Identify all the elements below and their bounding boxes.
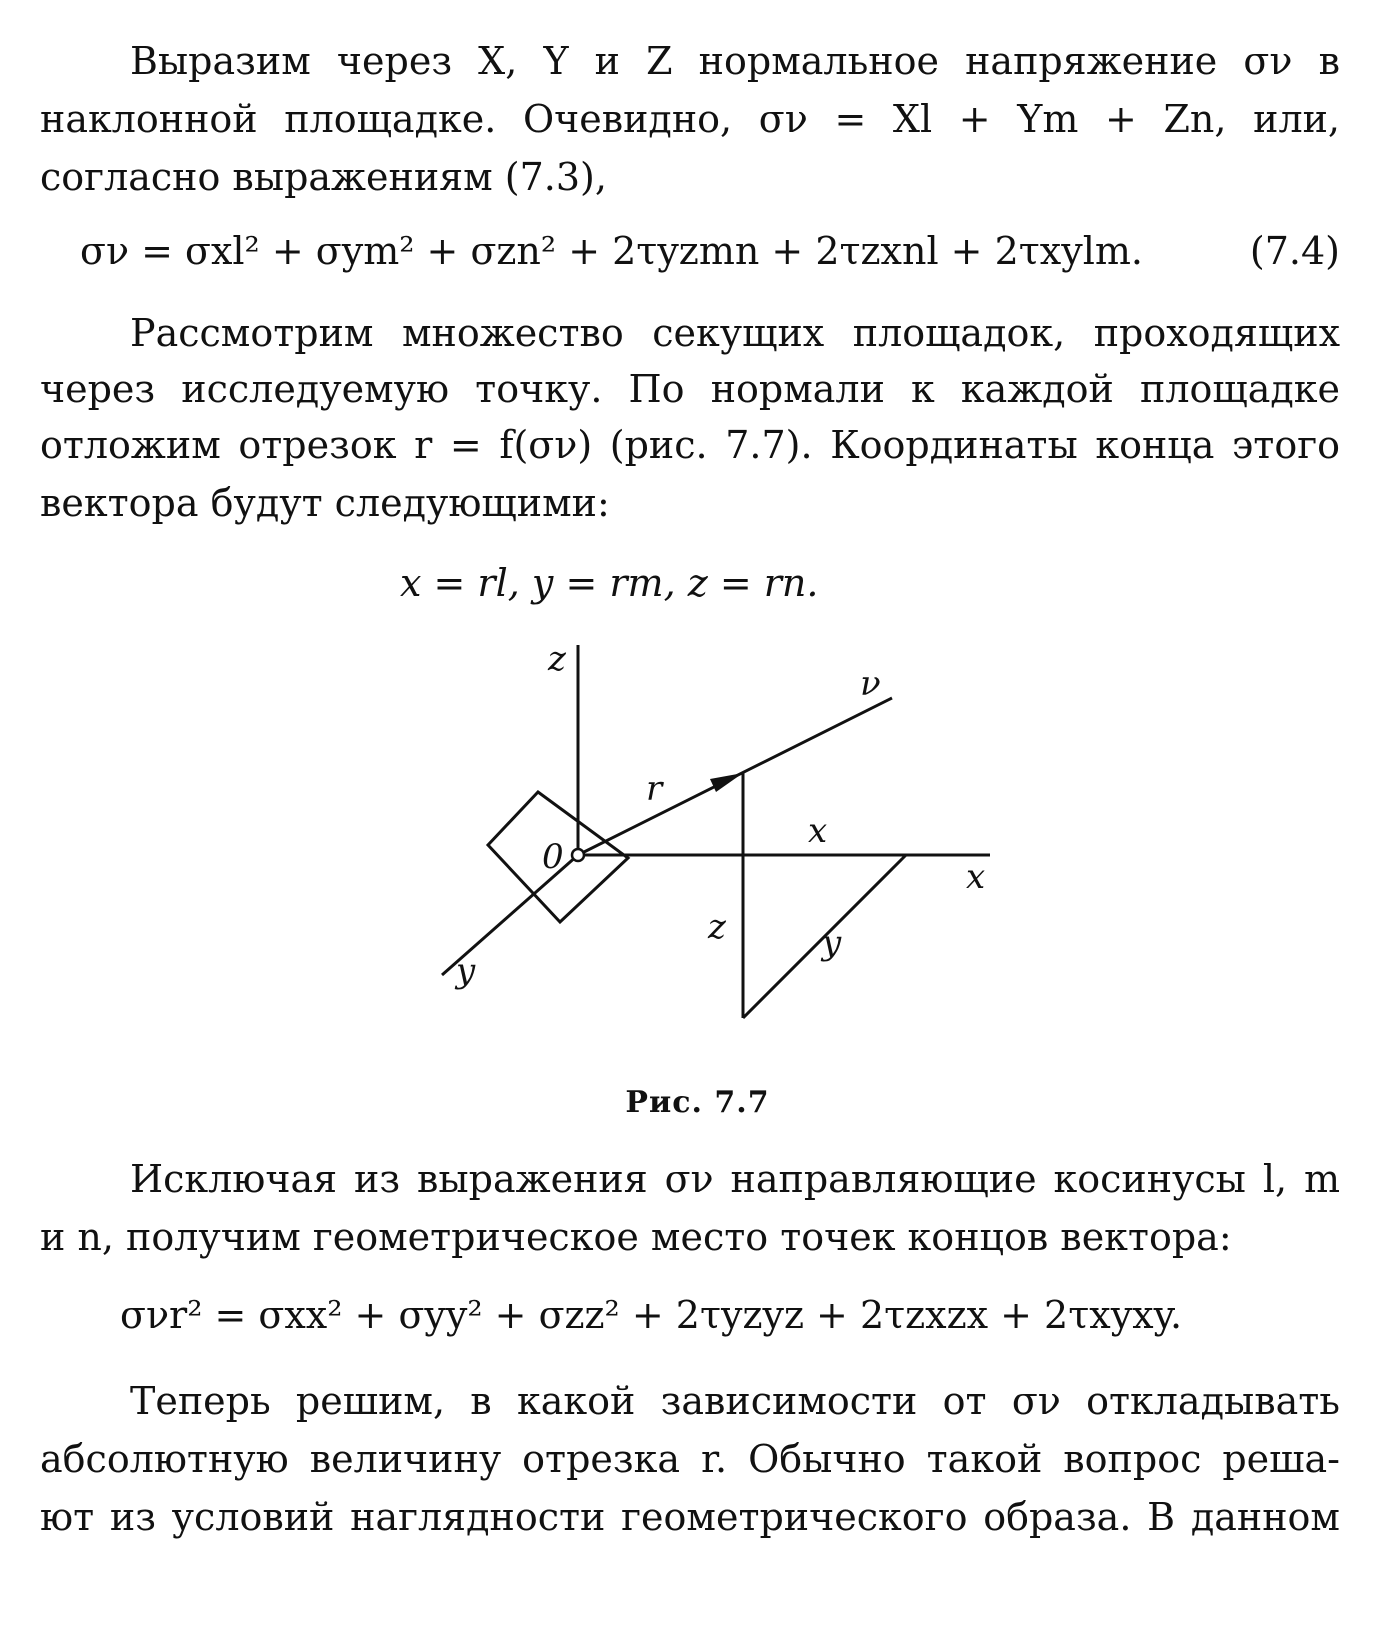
paragraph-1-line-1: Выразим через X, Y и Z нормальное напряжение σν в (130, 39, 1340, 83)
paragraph-3-line-2: и n, получим геометрическое место точек концов вектора: (40, 1215, 1232, 1259)
equation-7-4: σν = σxl² + σym² + σzn² + 2τyzmn + 2τzxnl + 2τxylm. (80, 229, 1143, 273)
label-z-segment: z (708, 907, 726, 947)
paragraph-4-line-2: абсолютную величину отрезка r. Обычно такой вопрос реша- (40, 1437, 1340, 1481)
figure-7-7 (420, 630, 1020, 1050)
r-arrow-head (710, 773, 743, 792)
origin-point (572, 849, 584, 861)
label-r: r (646, 769, 663, 809)
label-nu: ν (860, 664, 881, 704)
equation-surface: σνr² = σxx² + σyy² + σzz² + 2τyzyz + 2τzxzx + 2τxyxy. (120, 1293, 1183, 1337)
figure-caption: Рис. 7.7 (625, 1085, 770, 1120)
paragraph-2-line-4: вектора будут следующими: (40, 481, 610, 525)
label-origin: 0 (542, 837, 564, 877)
label-y-segment: y (822, 923, 842, 963)
label-z-axis: z (548, 639, 566, 679)
paragraph-4-line-3: ют из условий наглядности геометрического образа. В данном (40, 1495, 1340, 1539)
label-x-segment: x (808, 811, 828, 851)
equation-number: (7.4) (1249, 229, 1340, 273)
paragraph-1-line-3: согласно выражениям (7.3), (40, 155, 607, 199)
paragraph-3-line-1: Исключая из выражения σν направляющие косинусы l, m (130, 1157, 1340, 1201)
paragraph-2-line-1: Рассмотрим множество секущих площадок, проходящих (130, 311, 1340, 355)
paragraph-1-line-2: наклонной площадке. Очевидно, σν = Xl + Ym + Zn, или, (40, 97, 1340, 141)
coords-formula: x = rl, y = rm, z = rn. (400, 561, 819, 605)
label-y-axis: y (456, 951, 476, 991)
paragraph-2-line-2: через исследуемую точку. По нормали к каждой площадке (40, 367, 1340, 411)
paragraph-4-line-1: Теперь решим, в какой зависимости от σν откладывать (130, 1379, 1340, 1423)
paragraph-2-line-3: отложим отрезок r = f(σν) (рис. 7.7). Координаты конца этого (40, 423, 1340, 467)
label-x-axis: x (966, 857, 986, 897)
